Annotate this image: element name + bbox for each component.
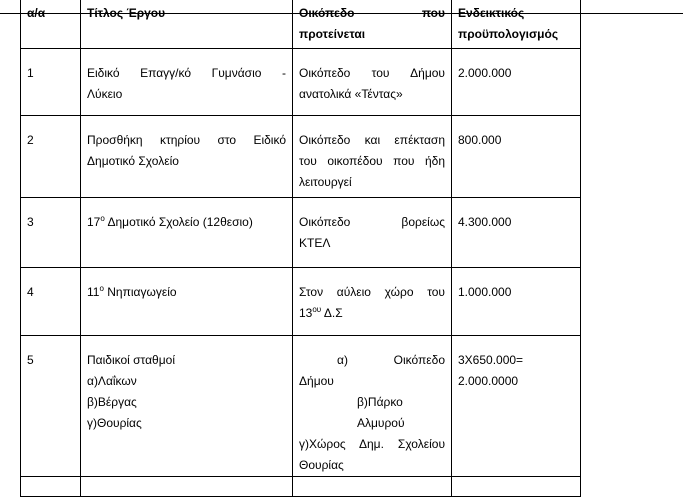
proposed-plot: Οικόπεδο και επέκταση του οικοπέδου που ήδη λειτουργεί (293, 116, 452, 198)
empty-cell (452, 477, 581, 497)
empty-cell (81, 477, 293, 497)
projects-table (20, 0, 581, 497)
project-title: Προσθήκη κτηρίου στο Ειδικό Δημοτικό Σχολείο (81, 116, 293, 198)
table-row (21, 336, 581, 477)
header-budget: Ενδεικτικός προϋπολογισμός (452, 0, 581, 49)
empty-cell (21, 477, 81, 497)
table-row (21, 49, 581, 116)
table-row (21, 198, 581, 268)
proposed-plot: α) Οικόπεδο Δήμου β)Πάρκο Αλμυρού γ)Χώρος Δημ. Σχολείου Θουρίας (293, 336, 452, 477)
header-plot: Οικόπεδο που προτείνεται (293, 0, 452, 49)
project-title: Ειδικό Επαγγ/κό Γυμνάσιο - Λύκειο (81, 49, 293, 116)
budget: 2.000.000 (452, 49, 581, 116)
header-title: Τίτλος Έργου (81, 0, 293, 49)
row-number: 1 (21, 49, 81, 116)
proposed-plot: Στον αύλειο χώρο του $13^{o\upsilon}$ Δ.Σ (293, 268, 452, 336)
table-row (21, 268, 581, 336)
row-number: 5 (21, 336, 81, 477)
empty-cell (293, 477, 452, 497)
row-number: 2 (21, 116, 81, 198)
project-title: $11^o$ Νηπιαγωγείο (81, 268, 293, 336)
project-title: $17^o$ Δημοτικό Σχολείο (12θεσιο) (81, 198, 293, 268)
header-row (21, 0, 581, 49)
row-number: 4 (21, 268, 81, 336)
project-title: Παιδικοί σταθμοί α)Λαΐκων β)Βέργας γ)Θουρίας (81, 336, 293, 477)
header-aa: α/α (21, 0, 81, 49)
budget: 3Χ650.000= 2.000.0000 (452, 336, 581, 477)
proposed-plot: Οικόπεδο του Δήμου ανατολικά «Τέντας» (293, 49, 452, 116)
budget: 4.300.000 (452, 198, 581, 268)
table-row (21, 116, 581, 198)
row-number: 3 (21, 198, 81, 268)
proposed-plot: Οικόπεδο βορείως ΚΤΕΛ (293, 198, 452, 268)
budget: 1.000.000 (452, 268, 581, 336)
budget: 800.000 (452, 116, 581, 198)
table-row-partial (21, 477, 581, 497)
